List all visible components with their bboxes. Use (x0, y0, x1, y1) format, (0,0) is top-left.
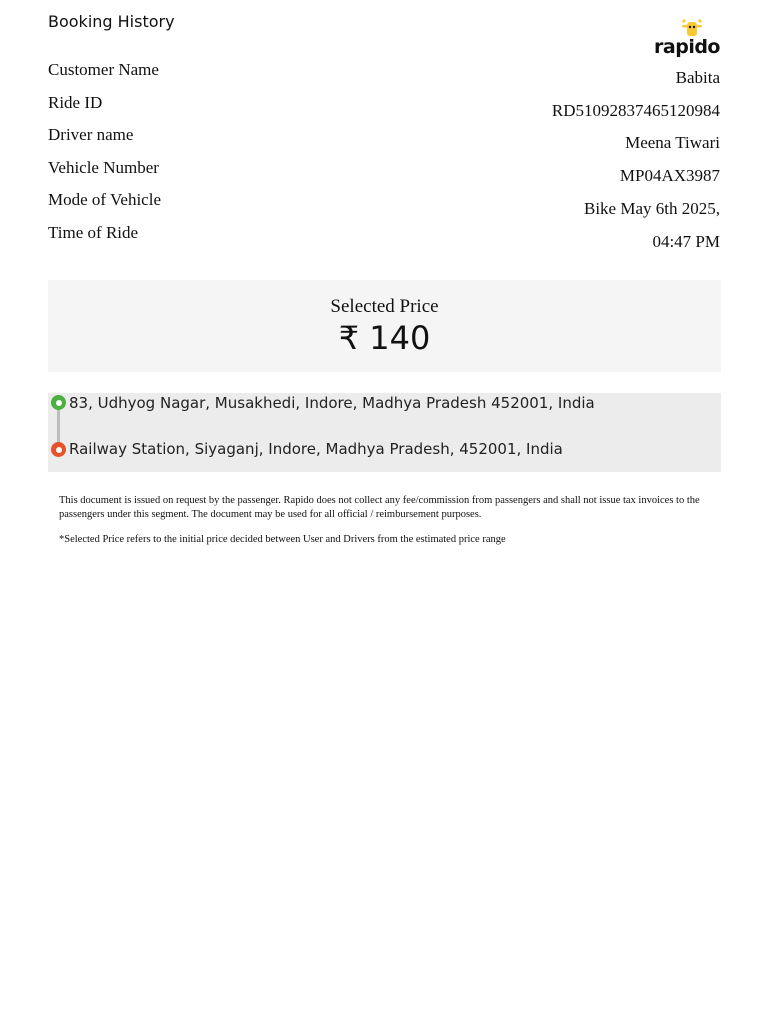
mode-time-value: Bike May 6th 2025, 04:47 PM (584, 199, 720, 251)
brand-wordmark: rapido (654, 36, 720, 58)
driver-name-value: Meena Tiwari (625, 133, 720, 152)
selected-price-value: ₹ 140 (338, 319, 431, 357)
label-customer-name: Customer Name (48, 60, 159, 79)
price-footnote: *Selected Price refers to the initial price decided between User and Drivers from the estimated price range (59, 534, 506, 545)
detail-labels (48, 54, 161, 249)
selected-price-label: Selected Price (330, 296, 439, 317)
vehicle-number-value: MP04AX3987 (619, 165, 720, 185)
label-time-of-ride: Time of Ride (48, 222, 139, 242)
pickup-marker-icon (51, 395, 66, 410)
page-title: Booking History (48, 12, 175, 31)
label-mode-of-vehicle: Mode of Vehicle (48, 190, 161, 209)
drop-marker-icon (51, 442, 66, 457)
rapido-logo (650, 18, 720, 58)
label-vehicle-number: Vehicle Number (48, 157, 159, 177)
pickup-address: 83, Udhyog Nagar, Musakhedi, Indore, Madhya Pradesh 452001, India (69, 394, 595, 412)
selected-price-panel (48, 280, 721, 372)
route-panel (48, 393, 721, 472)
label-driver-name: Driver name (48, 125, 134, 144)
customer-name-value: Babita (675, 68, 720, 87)
disclaimer-text: This document is issued on request by the passenger. Rapido does not collect any fee/commission from passengers and shall not issue tax invoices to the passengers under this segment. The document may be used for all official / reimbursement purposes. (59, 495, 700, 520)
label-ride-id: Ride ID (48, 92, 103, 112)
ride-id-value: RD51092837465120984 (551, 100, 720, 120)
drop-address: Railway Station, Siyaganj, Indore, Madhya Pradesh, 452001, India (69, 440, 563, 458)
detail-values (552, 62, 720, 258)
